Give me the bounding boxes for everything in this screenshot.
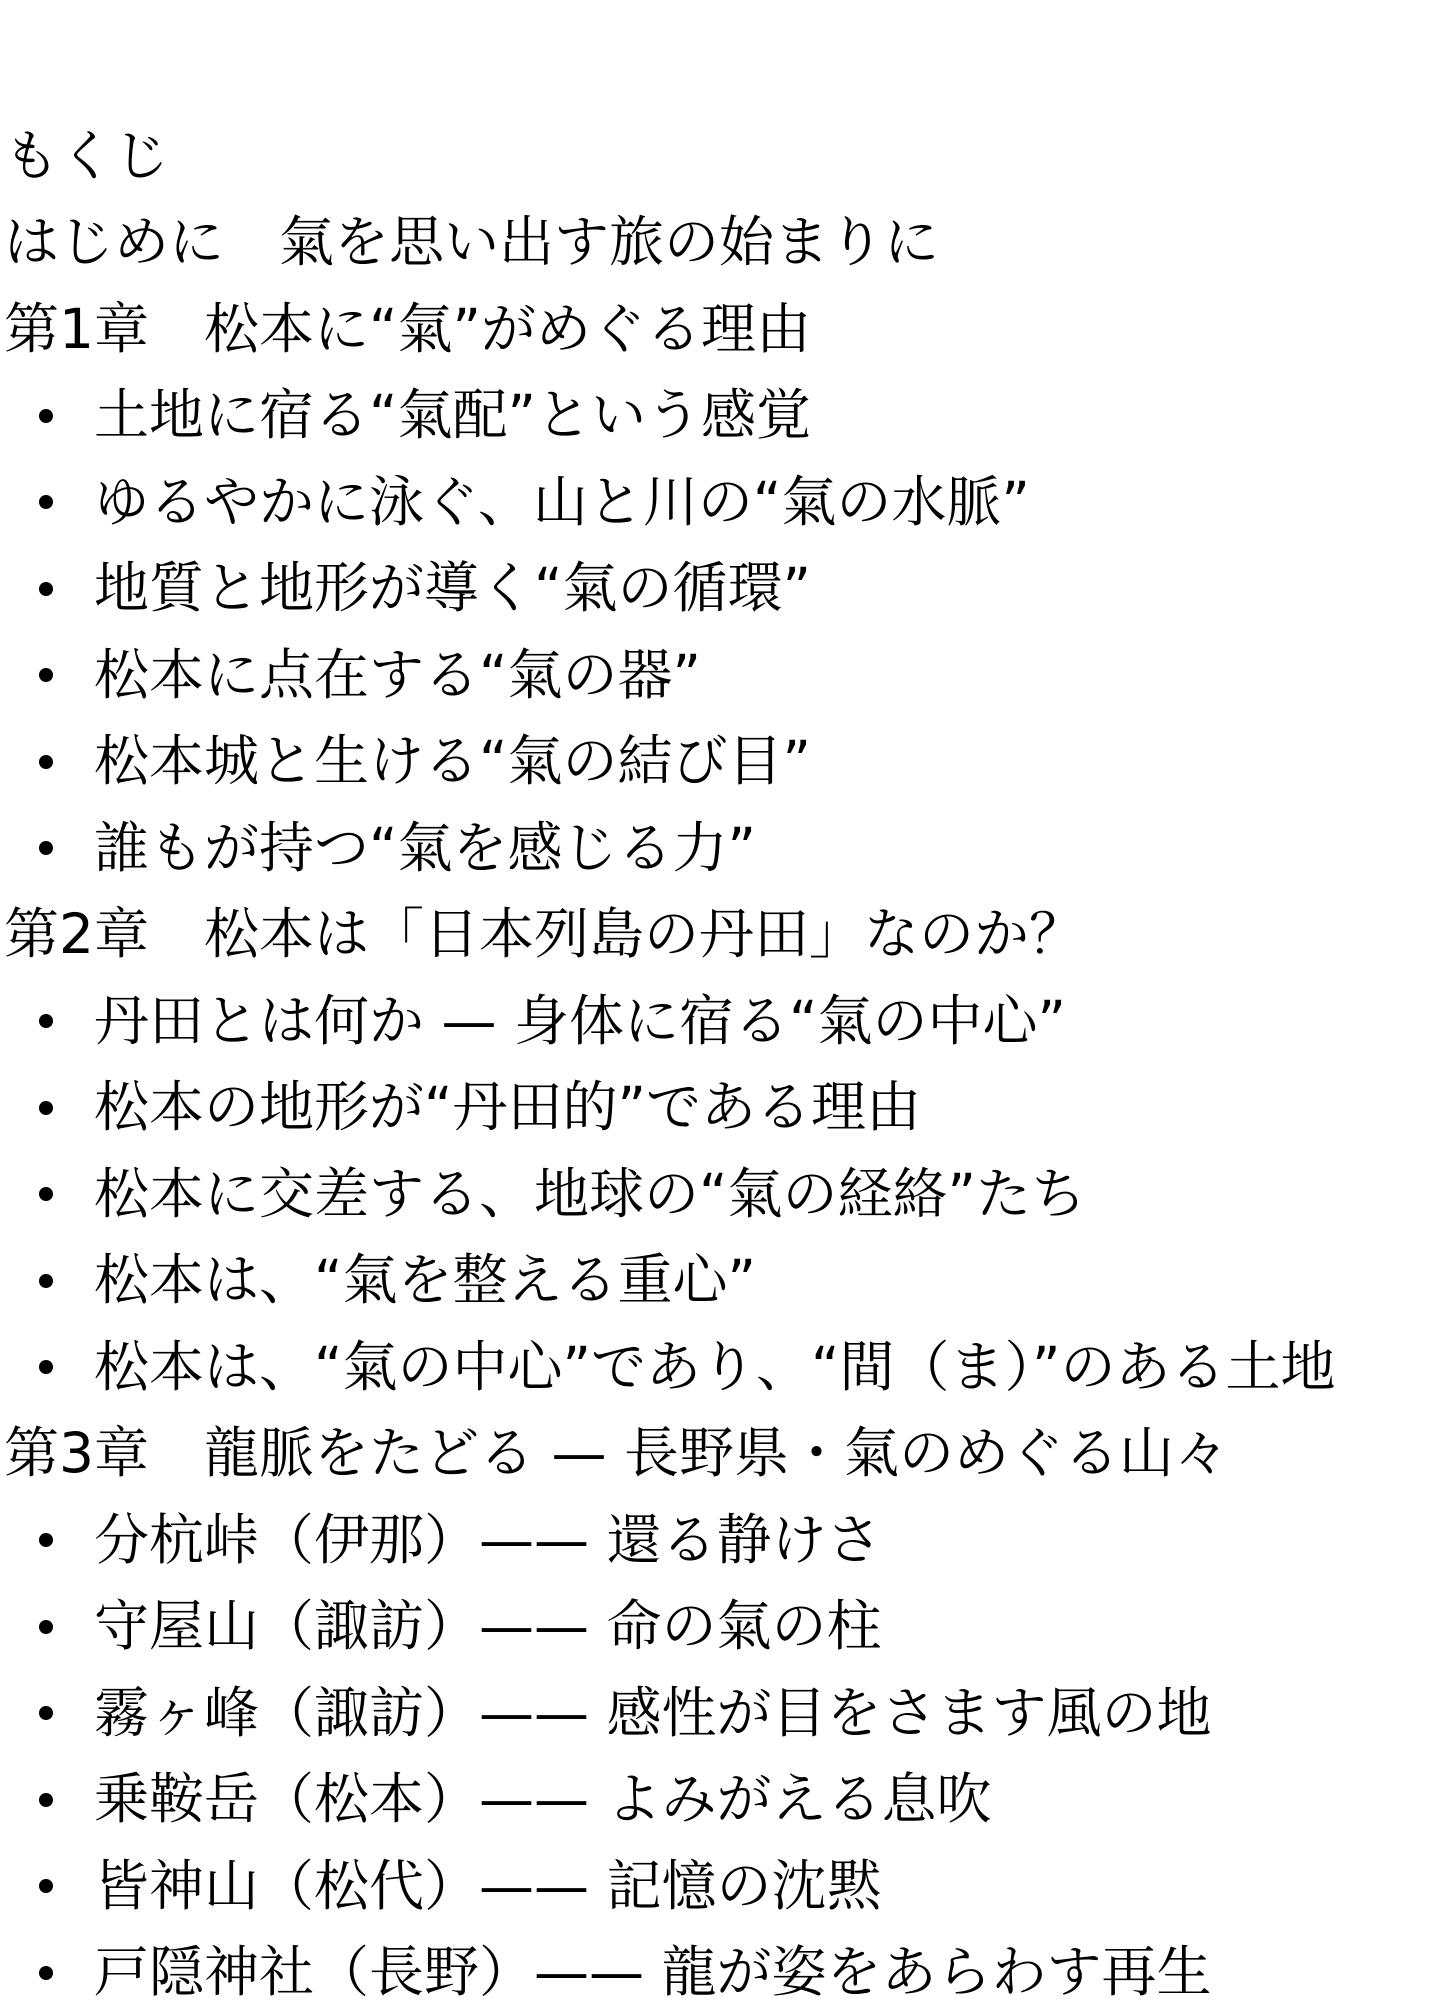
section-label: 乗鞍岳（松本）—— よみがえる息吹 xyxy=(94,1767,992,1831)
bullet-icon xyxy=(39,1187,53,1201)
bullet-icon xyxy=(39,841,53,855)
section-entry xyxy=(0,1568,1429,1658)
section-entry xyxy=(0,1654,1429,1745)
toc-title-label: もくじ xyxy=(4,123,170,188)
bullet-icon xyxy=(39,1014,53,1028)
chapter-label: 第3章 龍脈をたどる — 長野県・氣のめぐる山々 xyxy=(4,1421,1229,1485)
section-label: 戸隠神社（長野）—— 龍が姿をあらわす再生 xyxy=(94,1940,1212,2001)
section-entry xyxy=(0,1308,1429,1399)
section-entry xyxy=(0,1827,1429,1918)
bullet-icon xyxy=(39,1793,53,1807)
intro-label: はじめに 氣を思い出す旅の始まりに xyxy=(4,210,940,274)
section-entry xyxy=(0,962,1429,1053)
bullet-icon xyxy=(39,755,53,769)
bullet-icon xyxy=(39,1101,53,1115)
section-label: 土地に宿る“氣配”という感覚 xyxy=(94,383,811,447)
section-label: 松本に交差する、地球の“氣の経絡”たち xyxy=(94,1161,1086,1226)
section-label: 松本城と生ける“氣の結び目” xyxy=(94,729,811,793)
section-label: 誰もが持つ“氣を感じる力” xyxy=(94,815,756,880)
chapter-heading xyxy=(0,876,1429,966)
section-label: 松本の地形が“丹田的”である理由 xyxy=(94,1075,921,1139)
section-label: 分杭峠（伊那）—— 還る静けさ xyxy=(94,1507,882,1572)
section-label: ゆるやかに泳ぐ、山と川の“氣の水脈” xyxy=(94,469,1030,534)
section-entry xyxy=(0,1741,1429,1831)
section-entry xyxy=(0,1481,1429,1572)
chapter-label: 第2章 松本は「日本列島の丹田」なのか？ xyxy=(4,902,1084,966)
section-label: 皆神山（松代）—— 記憶の沈黙 xyxy=(94,1853,882,1918)
section-label: 松本に点在する“氣の器” xyxy=(94,642,701,707)
toc-title xyxy=(0,97,1429,188)
section-label: 霧ヶ峰（諏訪）—— 感性が目をさます風の地 xyxy=(94,1680,1212,1745)
bullet-icon xyxy=(39,1620,53,1634)
section-label: 松本は、“氣の中心”であり、“間（ま）”のある土地 xyxy=(94,1334,1336,1399)
bullet-icon xyxy=(39,1879,53,1893)
section-entry xyxy=(0,616,1429,707)
chapter-label: 第1章 松本に“氣”がめぐる理由 xyxy=(4,296,811,361)
bullet-icon xyxy=(39,1706,53,1720)
bullet-icon xyxy=(39,495,53,509)
section-entry xyxy=(0,530,1429,620)
section-entry xyxy=(0,1914,1429,2001)
section-entry xyxy=(0,703,1429,793)
bullet-icon xyxy=(39,1360,53,1374)
section-entry xyxy=(0,443,1429,534)
bullet-icon xyxy=(39,409,53,423)
chapter-heading xyxy=(0,1395,1429,1485)
section-entry xyxy=(0,1222,1429,1312)
bullet-icon xyxy=(39,1966,53,1980)
bullet-icon xyxy=(39,668,53,682)
bullet-icon xyxy=(39,582,53,596)
bullet-icon xyxy=(39,1533,53,1547)
section-label: 丹田とは何か — 身体に宿る“氣の中心” xyxy=(94,988,1066,1053)
chapter-heading xyxy=(0,270,1429,361)
section-label: 地質と地形が導く“氣の循環” xyxy=(94,556,811,620)
section-label: 松本は、“氣を整える重心” xyxy=(94,1248,756,1312)
section-entry xyxy=(0,1049,1429,1139)
section-entry xyxy=(0,789,1429,880)
section-entry xyxy=(0,1135,1429,1226)
section-label: 守屋山（諏訪）—— 命の氣の柱 xyxy=(94,1594,882,1658)
section-entry xyxy=(0,357,1429,447)
bullet-icon xyxy=(39,1274,53,1288)
intro-entry xyxy=(0,184,1429,274)
